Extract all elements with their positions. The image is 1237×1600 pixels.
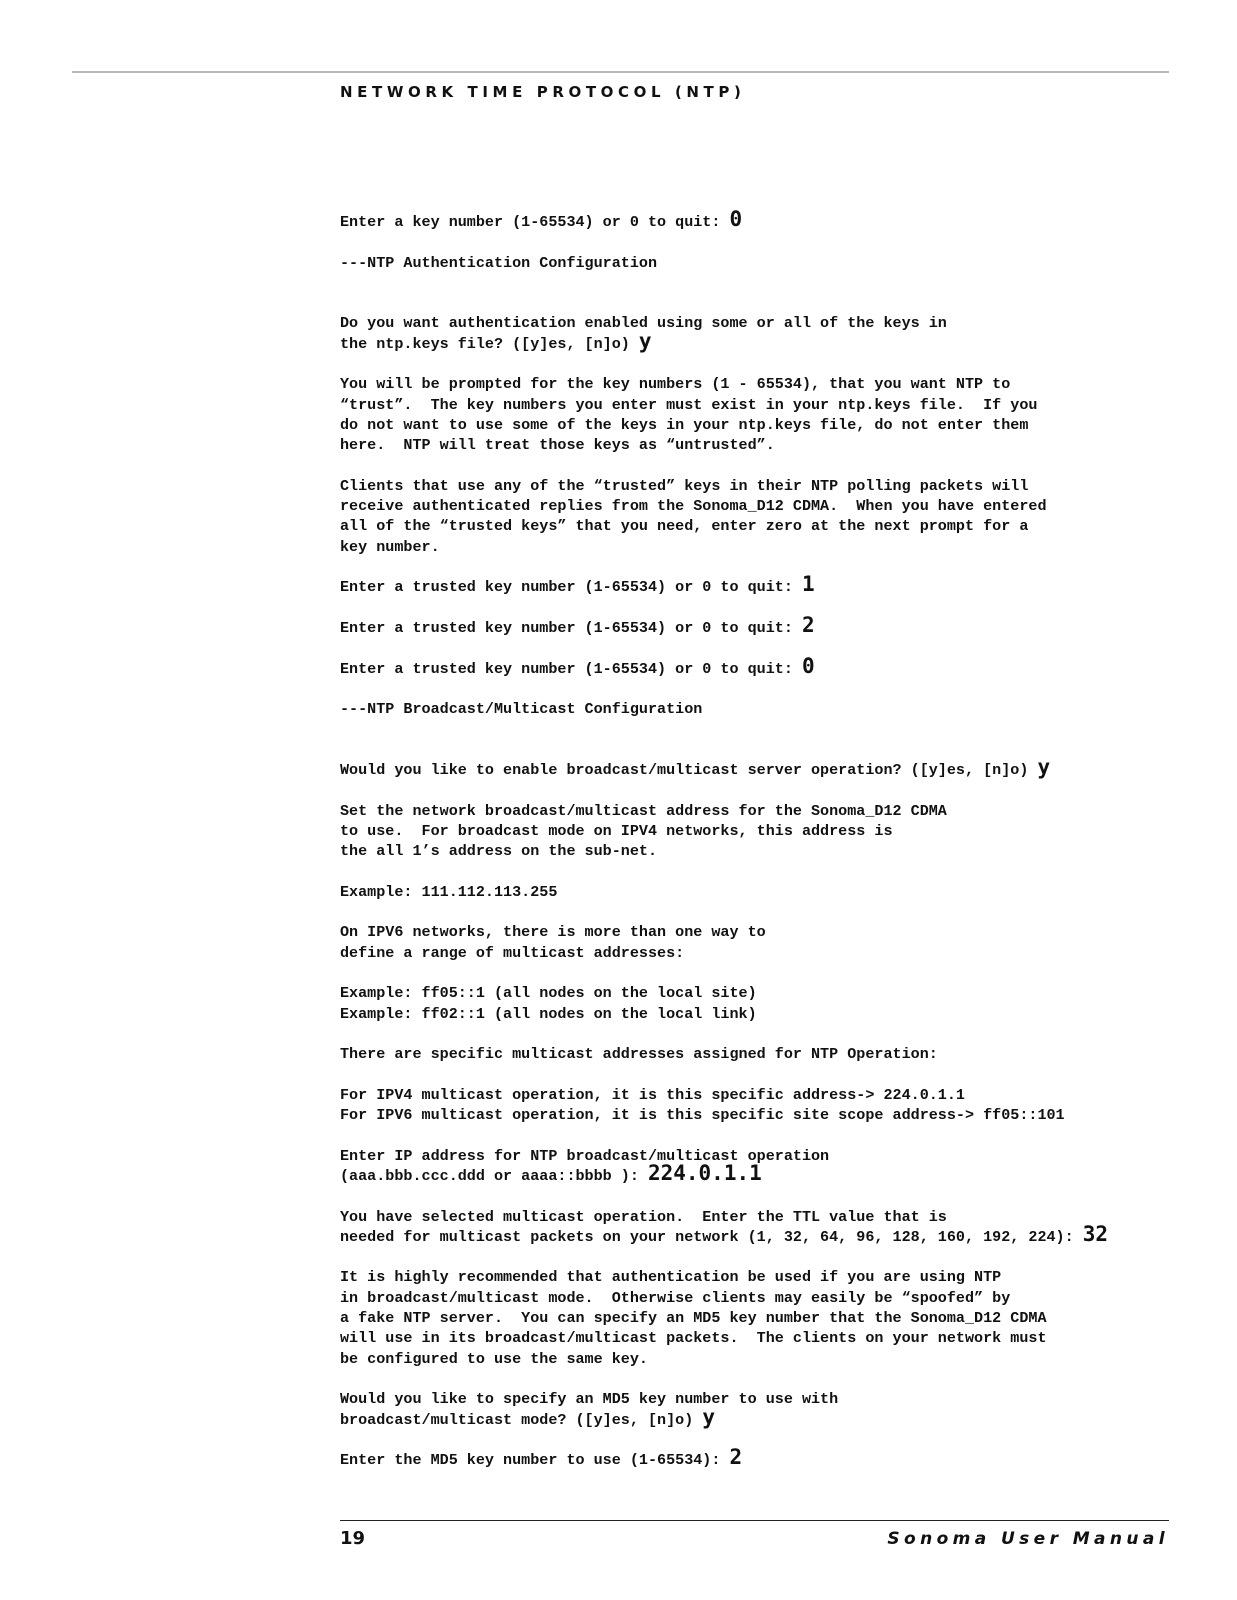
console-text-line bbox=[340, 496, 1170, 516]
user-response: y bbox=[702, 1404, 715, 1429]
console-text: ---NTP Authentication Configuration bbox=[340, 253, 658, 272]
console-text: do not want to use some of the keys in your ntp.keys file, do not enter them bbox=[340, 415, 1029, 434]
blank-line bbox=[340, 456, 1170, 476]
console-text: the ntp.keys file? ([y]es, [n]o) bbox=[340, 334, 639, 353]
console-text: For IPV4 multicast operation, it is this specific address-> 224.0.1.1 bbox=[340, 1085, 965, 1104]
console-text: Set the network broadcast/multicast address for the Sonoma_D12 CDMA bbox=[340, 801, 947, 820]
bottom-rule bbox=[340, 1520, 1169, 1521]
console-text: ---NTP Broadcast/Multicast Configuration bbox=[340, 700, 703, 719]
console-text: On IPV6 networks, there is more than one way to bbox=[340, 923, 766, 942]
console-text-line bbox=[340, 1349, 1170, 1369]
console-text: Enter a trusted key number (1-65534) or 0 to quit: bbox=[340, 578, 802, 597]
console-text: here. NTP will treat those keys as “untrusted”. bbox=[340, 436, 775, 455]
console-prompt-line bbox=[340, 612, 1170, 638]
blank-line bbox=[340, 780, 1170, 800]
blank-line bbox=[340, 1247, 1170, 1267]
console-text-line bbox=[340, 983, 1170, 1003]
page-number: 19 bbox=[340, 1528, 366, 1549]
top-rule bbox=[72, 71, 1169, 73]
console-text-line bbox=[340, 516, 1170, 536]
console-text: It is highly recommended that authentication be used if you are using NTP bbox=[340, 1268, 1002, 1287]
console-text: the all 1’s address on the sub-net. bbox=[340, 842, 658, 861]
console-text-line bbox=[340, 313, 1170, 333]
console-text: in broadcast/multicast mode. Otherwise clients may easily be “spoofed” by bbox=[340, 1288, 1011, 1307]
console-text-line bbox=[340, 476, 1170, 496]
console-text: Would you like to specify an MD5 key number to use with bbox=[340, 1390, 839, 1409]
blank-line bbox=[340, 719, 1170, 739]
console-text-line bbox=[340, 435, 1170, 455]
page-header-title: NETWORK TIME PROTOCOL (NTP) bbox=[340, 83, 746, 101]
blank-line bbox=[340, 354, 1170, 374]
console-text: key number. bbox=[340, 537, 440, 556]
console-text-line bbox=[340, 943, 1170, 963]
console-text: You will be prompted for the key numbers (1 - 65534), that you want NTP to bbox=[340, 375, 1011, 394]
console-text-line bbox=[340, 841, 1170, 861]
console-prompt-line bbox=[340, 572, 1170, 597]
blank-line bbox=[340, 1125, 1170, 1145]
console-prompt-line bbox=[340, 1160, 1170, 1186]
blank-line bbox=[340, 273, 1170, 293]
user-response: 0 bbox=[801, 653, 815, 678]
blank-line bbox=[340, 1430, 1170, 1450]
user-response: 1 bbox=[801, 572, 815, 597]
user-response: 2 bbox=[801, 612, 815, 637]
console-text: needed for multicast packets on your network (1, 32, 64, 96, 128, 160, 192, 224): bbox=[340, 1227, 1083, 1246]
console-text: Enter the MD5 key number to use (1-65534): bbox=[340, 1451, 730, 1470]
blank-line bbox=[340, 679, 1170, 699]
console-text: For IPV6 multicast operation, it is this specific site scope address-> ff05::101 bbox=[340, 1106, 1065, 1125]
console-prompt-line bbox=[340, 1404, 1170, 1430]
console-text-line bbox=[340, 699, 1170, 719]
console-text-line bbox=[340, 801, 1170, 821]
console-prompt-line bbox=[340, 328, 1170, 354]
console-text: Enter IP address for NTP broadcast/multicast operation bbox=[340, 1146, 830, 1165]
console-text: “trust”. The key numbers you enter must exist in your ntp.keys file. If you bbox=[340, 395, 1038, 414]
console-prompt-line bbox=[340, 653, 1170, 679]
console-text: a fake NTP server. You can specify an MD5 key number that the Sonoma_D12 CDMA bbox=[340, 1309, 1047, 1328]
console-prompt-line bbox=[340, 755, 1170, 780]
console-text-line bbox=[340, 1389, 1170, 1409]
user-response: y bbox=[1037, 755, 1051, 780]
console-text: receive authenticated replies from the Sonoma_D12 CDMA. When you have entered bbox=[340, 497, 1047, 516]
console-text: Enter a trusted key number (1-65534) or 0 to quit: bbox=[340, 618, 802, 637]
console-text: Do you want authentication enabled using some or all of the keys in bbox=[340, 314, 947, 333]
console-text-line bbox=[340, 537, 1170, 557]
user-response: 0 bbox=[729, 207, 743, 231]
console-text: Enter a trusted key number (1-65534) or 0 to quit: bbox=[340, 659, 802, 678]
console-text: to use. For broadcast mode on IPV4 networks, this address is bbox=[340, 821, 893, 840]
console-text: (aaa.bbb.ccc.ddd or aaaa::bbbb ): bbox=[340, 1166, 648, 1185]
console-text-line bbox=[340, 1328, 1170, 1348]
console-text-line bbox=[340, 882, 1170, 902]
blank-line bbox=[340, 1064, 1170, 1084]
console-text: Would you like to enable broadcast/multicast server operation? ([y]es, [n]o) bbox=[340, 761, 1038, 780]
manual-title: Sonoma User Manual bbox=[887, 1529, 1169, 1549]
blank-line bbox=[340, 1024, 1170, 1044]
console-text-line bbox=[340, 1207, 1170, 1227]
blank-line bbox=[340, 638, 1170, 658]
console-text-line bbox=[340, 253, 1170, 273]
console-text-line bbox=[340, 1308, 1170, 1328]
console-text-line bbox=[340, 395, 1170, 415]
console-prompt-line bbox=[340, 1445, 1170, 1470]
user-response: 32 bbox=[1082, 1221, 1109, 1246]
console-text: all of the “trusted keys” that you need, enter zero at the next prompt for a bbox=[340, 517, 1029, 536]
console-text: Example: ff02::1 (all nodes on the local link) bbox=[340, 1004, 757, 1023]
console-transcript bbox=[340, 207, 1170, 1470]
console-text-line bbox=[340, 374, 1170, 394]
console-text: Clients that use any of the “trusted” keys in their NTP polling packets will bbox=[340, 476, 1029, 495]
console-text: broadcast/multicast mode? ([y]es, [n]o) bbox=[340, 1410, 703, 1429]
console-text: define a range of multicast addresses: bbox=[340, 943, 685, 962]
console-text-line bbox=[340, 1288, 1170, 1308]
console-text-line bbox=[340, 415, 1170, 435]
console-text: be configured to use the same key. bbox=[340, 1349, 648, 1368]
console-text-line bbox=[340, 1267, 1170, 1287]
console-text: will use in its broadcast/multicast packets. The clients on your network must bbox=[340, 1329, 1047, 1348]
console-text-line bbox=[340, 922, 1170, 942]
console-text-line bbox=[340, 1044, 1170, 1064]
blank-line bbox=[340, 862, 1170, 882]
blank-line bbox=[340, 1186, 1170, 1206]
console-prompt-line bbox=[340, 1221, 1170, 1247]
console-prompt-line bbox=[340, 207, 1170, 232]
blank-line bbox=[340, 1369, 1170, 1389]
console-text-line bbox=[340, 1105, 1170, 1125]
blank-line bbox=[340, 902, 1170, 922]
blank-line bbox=[340, 232, 1170, 252]
console-text: Enter a key number (1-65534) or 0 to quit: bbox=[340, 213, 730, 231]
blank-line bbox=[340, 963, 1170, 983]
console-text: You have selected multicast operation. Enter the TTL value that is bbox=[340, 1207, 947, 1226]
blank-line bbox=[340, 598, 1170, 618]
console-text-line bbox=[340, 1085, 1170, 1105]
user-response: 224.0.1.1 bbox=[647, 1160, 762, 1185]
user-response: 2 bbox=[729, 1445, 743, 1470]
console-text-line bbox=[340, 1004, 1170, 1024]
console-text: Example: 111.112.113.255 bbox=[340, 882, 558, 901]
blank-line bbox=[340, 293, 1170, 313]
blank-line bbox=[340, 557, 1170, 577]
console-text: There are specific multicast addresses assigned for NTP Operation: bbox=[340, 1045, 938, 1064]
user-response: y bbox=[638, 328, 652, 353]
console-text-line bbox=[340, 821, 1170, 841]
console-text: Example: ff05::1 (all nodes on the local site) bbox=[340, 984, 757, 1003]
